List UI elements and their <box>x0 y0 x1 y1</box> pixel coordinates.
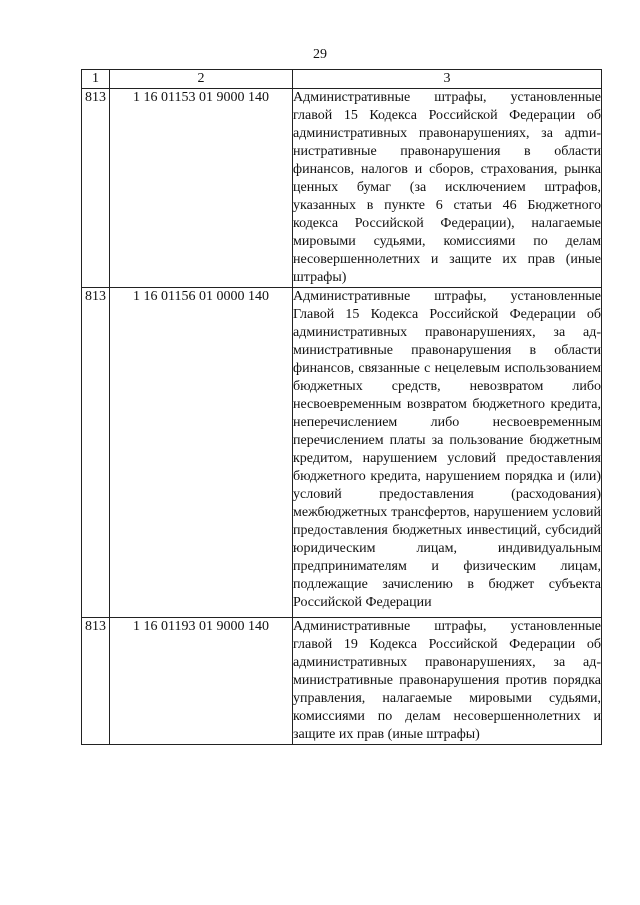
description-cell: Административные штрафы, установленные Главой 15 Кодекса Российской Федерации об административных правонарушениях, за административные правонарушения в области финансов, связанные с нецелевым использованием бюджетных средств, невозвратом либо несвоевременным возвратом бюджетного кредита, неперечислением либо несвоевременным перечислением платы за пользование бюджетным кредитом, нарушением условий предоставления бюджетного кредита, нарушением порядка и (или) условий предоставления (расходования) межбюджетных трансфертов, нарушением условий предоставления бюджетных инвестиций, субсидий юридическим лицам, индивидуальным предпринимателям и физическим лицам, подлежащие зачислению в бюджет субъекта Российской Федерации <box>293 288 602 618</box>
table-row <box>82 618 602 745</box>
kbk-code-cell: 1 16 01153 01 9000 140 <box>110 89 293 288</box>
page-number: 29 <box>313 47 327 62</box>
budget-codes-table <box>81 69 602 745</box>
column-header-1: 1 <box>82 70 110 89</box>
kbk-code-cell: 1 16 01193 01 9000 140 <box>110 618 293 745</box>
column-header-3: 3 <box>293 70 602 89</box>
table-row <box>82 288 602 618</box>
table-row <box>82 89 602 288</box>
column-header-2: 2 <box>110 70 293 89</box>
description-cell: Административные штрафы, установленные главой 15 Кодекса Российской Федерации об административных правонарушениях, за адmинистративные правонарушения в области финансов, налогов и сборов, страхования, рынка ценных бумаг (за исключением штрафов, указанных в пункте 6 статьи 46 Бюджетного кодекса Российской Федерации), налагаемые мировыми судьями, комиссиями по делам несовершеннолетних и защите их прав (иные штрафы) <box>293 89 602 288</box>
admin-code-cell: 813 <box>82 618 110 745</box>
admin-code-cell: 813 <box>82 89 110 288</box>
kbk-code-cell: 1 16 01156 01 0000 140 <box>110 288 293 618</box>
admin-code-cell: 813 <box>82 288 110 618</box>
description-cell: Административные штрафы, установленные главой 19 Кодекса Российской Федерации об административных правонарушениях, за административные правонарушения против порядка управления, налагаемые мировыми судьями, комиссиями по делам несовершеннолетних и защите их прав (иные штрафы) <box>293 618 602 745</box>
table-header-row <box>82 70 602 89</box>
